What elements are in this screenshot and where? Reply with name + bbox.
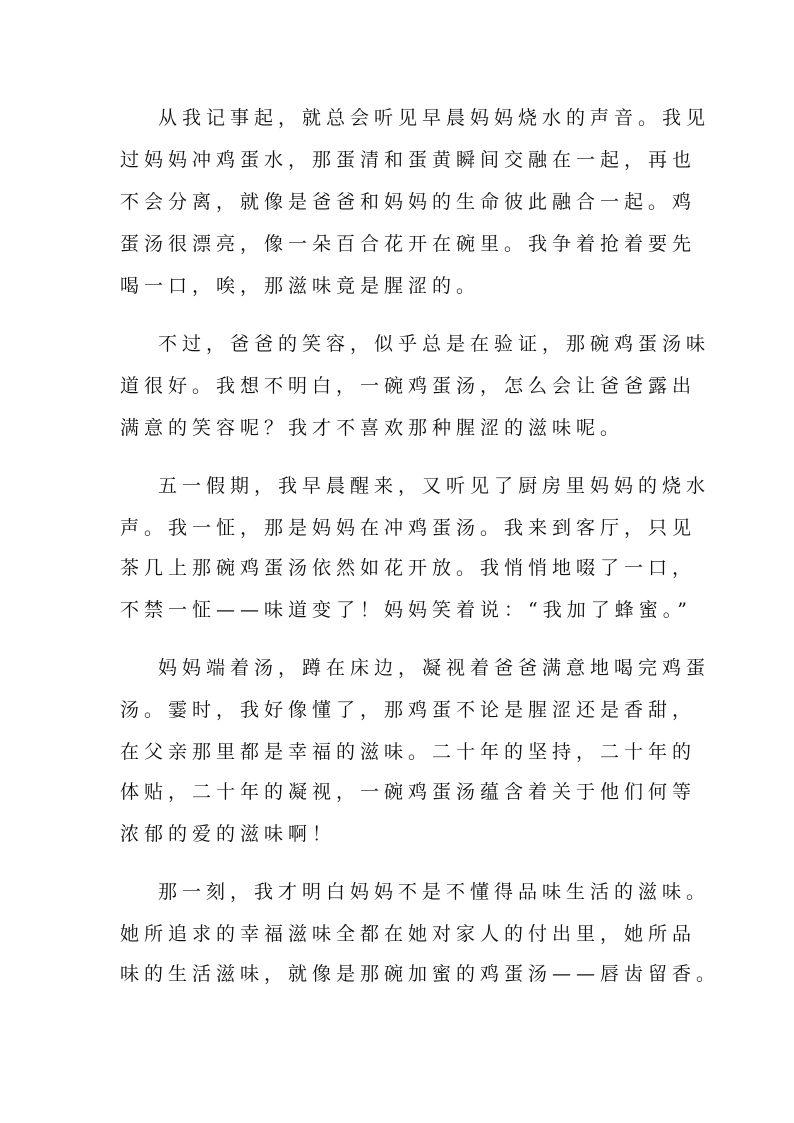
paragraph-4-line-2: 汤。霎时，我好像懂了，那鸡蛋不论是腥涩还是香甜， [120,699,697,721]
paragraph-3-line-4: 不禁一怔——味道变了！妈妈笑着说：“我加了蜂蜜。” [120,599,692,621]
paragraph-4-line-3: 在父亲那里都是幸福的滋味。二十年的坚持，二十年的 [120,741,697,763]
paragraph-3-line-2: 声。我一怔，那是妈妈在冲鸡蛋汤。我来到客厅，只见 [120,517,697,539]
paragraph-3-line-1: 五一假期，我早晨醒来，又听见了厨房里妈妈的烧水 [158,475,711,497]
paragraph-2-line-1: 不过，爸爸的笑容，似乎总是在验证，那碗鸡蛋汤味 [158,333,711,355]
paragraph-4-line-1: 妈妈端着汤，蹲在床边，凝视着爸爸满意地喝完鸡蛋 [158,657,711,679]
paragraph-5-line-1: 那一刻，我才明白妈妈不是不懂得品味生活的滋味。 [158,881,711,903]
paragraph-1-line-4: 蛋汤很漂亮，像一朵百合花开在碗里。我争着抢着要先 [120,233,697,255]
paragraph-4-line-5: 浓郁的爱的滋味啊！ [120,823,337,845]
paragraph-2-line-3: 满意的笑容呢？我才不喜欢那种腥涩的滋味呢。 [120,417,625,439]
paragraph-1-line-1: 从我记事起，就总会听见早晨妈妈烧水的声音。我见 [158,107,711,129]
paragraph-5-line-2: 她所追求的幸福滋味全都在她对家人的付出里，她所品 [120,923,697,945]
paragraph-3-line-3: 茶几上那碗鸡蛋汤依然如花开放。我悄悄地啜了一口， [120,557,697,579]
paragraph-2-line-2: 道很好。我想不明白，一碗鸡蛋汤，怎么会让爸爸露出 [120,375,697,397]
paragraph-1-line-2: 过妈妈冲鸡蛋水，那蛋清和蛋黄瞬间交融在一起，再也 [120,149,697,171]
paragraph-4-line-4: 体贴，二十年的凝视，一碗鸡蛋汤蕴含着关于他们何等 [120,781,697,803]
paragraph-1-line-3: 不会分离，就像是爸爸和妈妈的生命彼此融合一起。鸡 [120,191,697,213]
paragraph-1-line-5: 喝一口，唉，那滋味竟是腥涩的。 [120,275,481,297]
paragraph-5-line-3: 味的生活滋味，就像是那碗加蜜的鸡蛋汤——唇齿留香。 [120,963,721,985]
